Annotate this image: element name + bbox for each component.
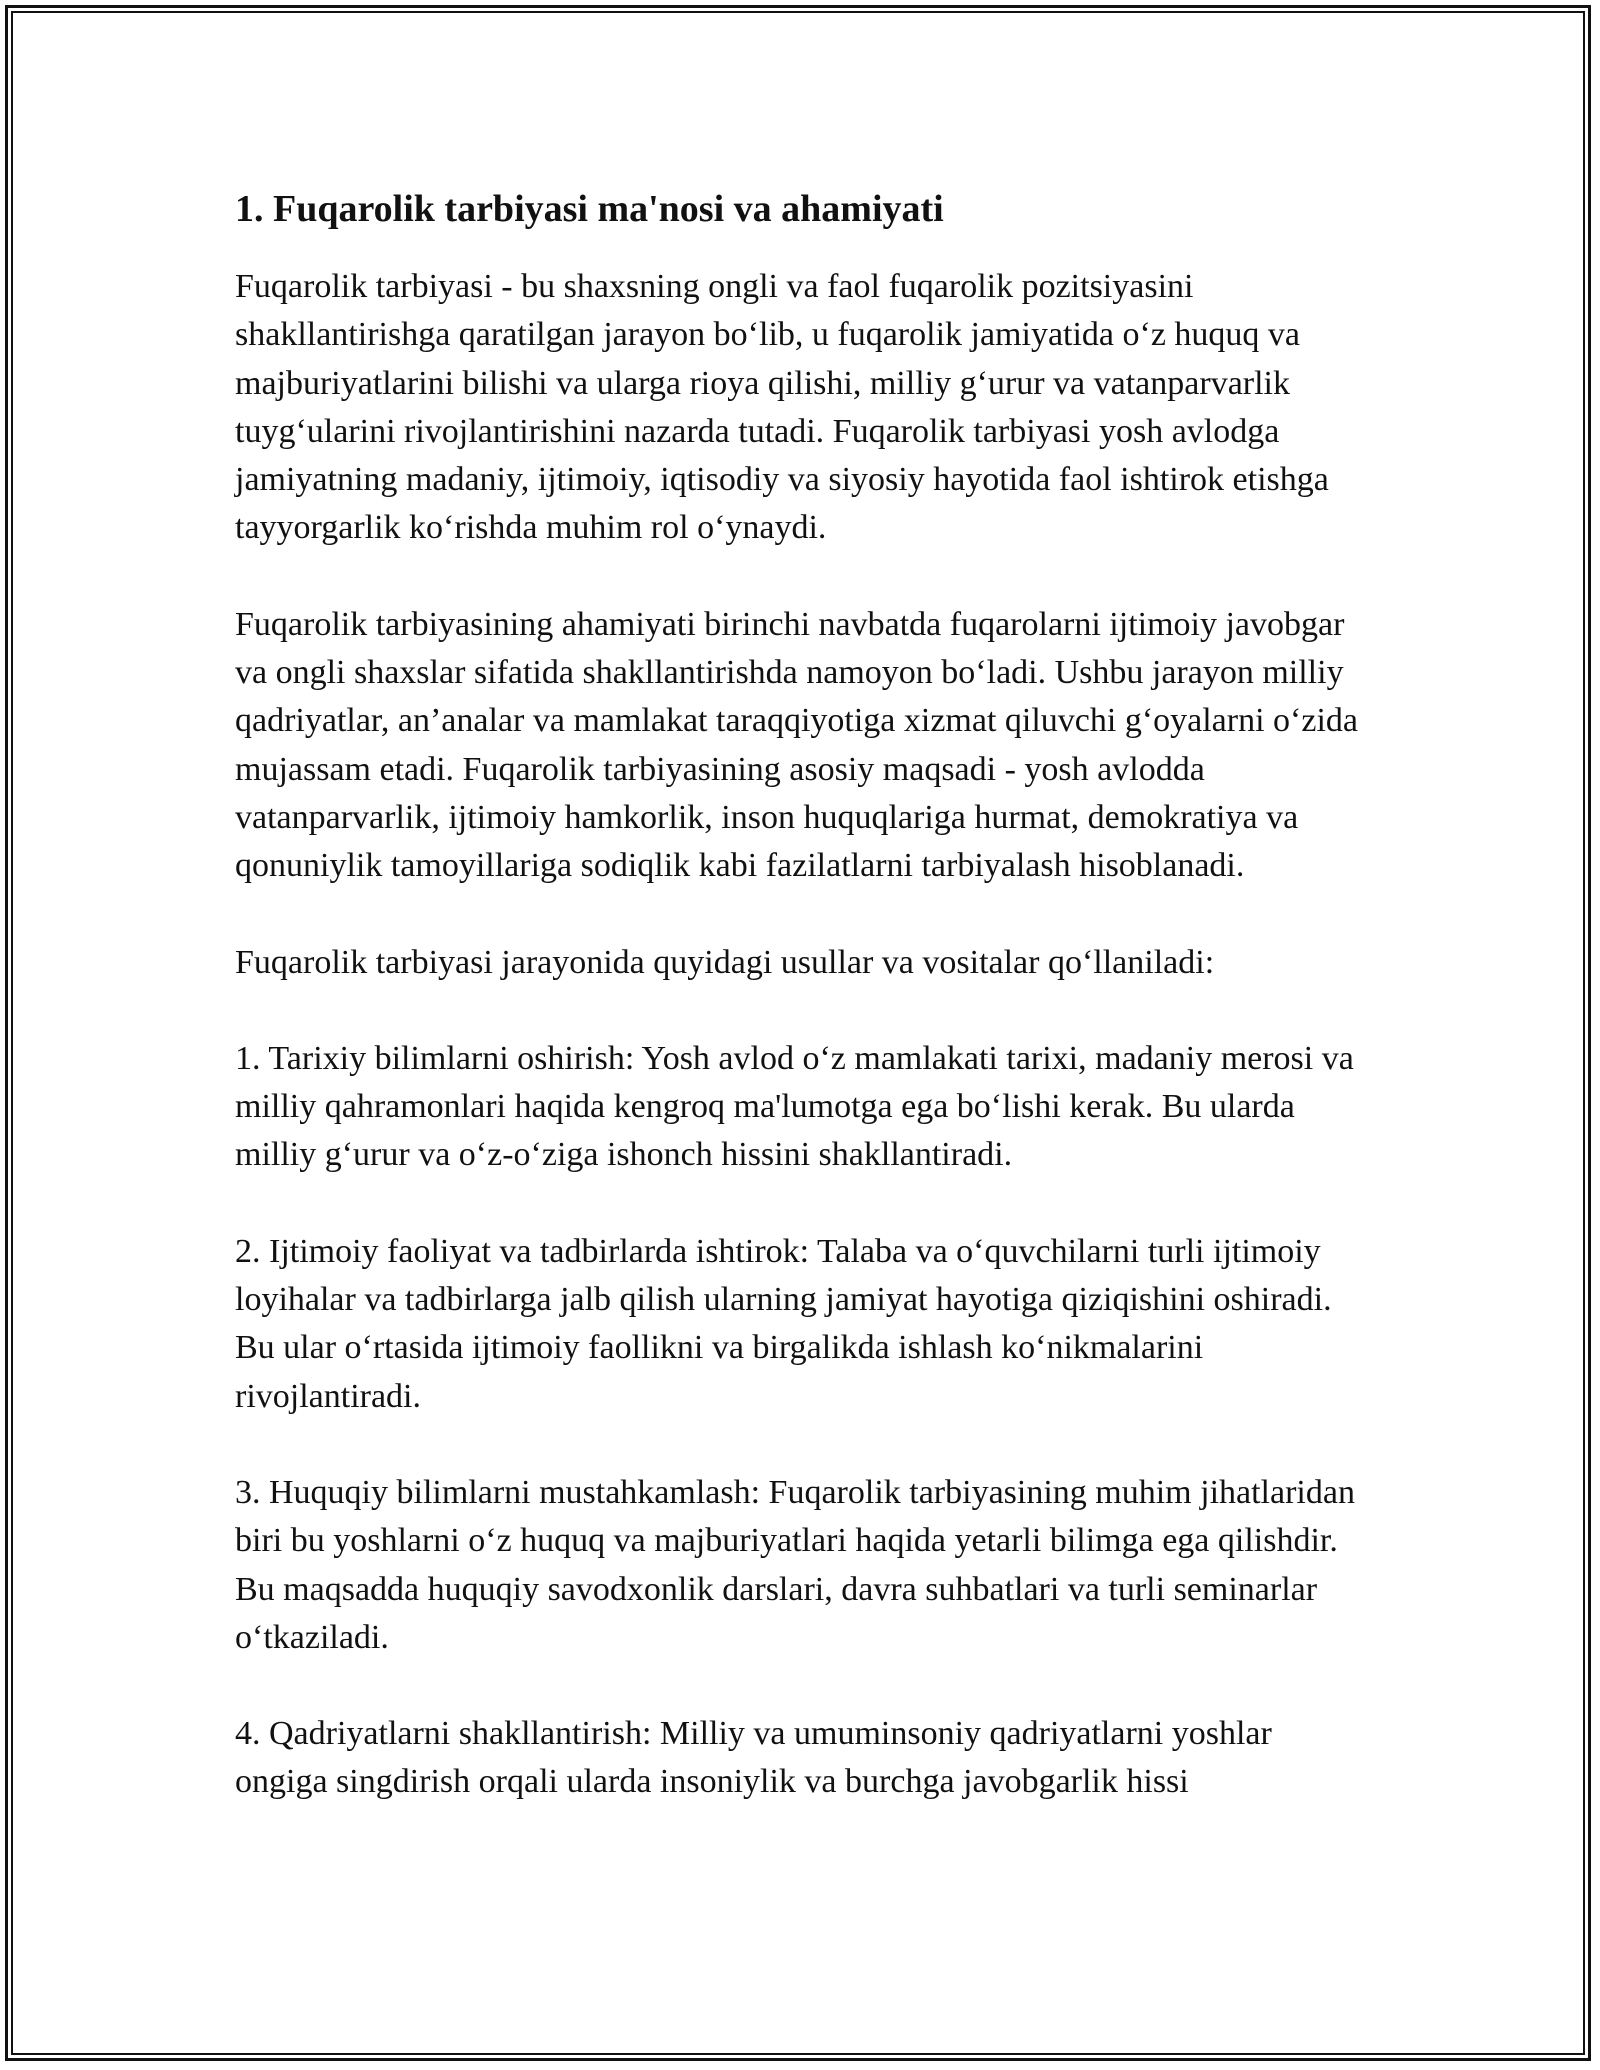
paragraph-importance: Fuqarolik tarbiyasining ahamiyati birinchi navbatda fuqarolarni ijtimoiy javobgar va ongli shaxslar sifatida shakllantirishda namoyon bo‘ladi. Ushbu jarayon milliy qadriyatlar, an’analar va mamlakat taraqqiyotiga xizmat qiluvchi g‘oyalarni o‘zida mujassam etadi. Fuqarolik tarbiyasining asosiy maqsadi - yosh avlodda vatanparvarlik, ijtimoiy hamkorlik, inson huquqlariga hurmat, demokratiya va qonuniylik tamoyillariga sodiqlik kabi fazilatlarni tarbiyalash hisoblanadi. bbox=[235, 605, 1358, 885]
list-item-historical-knowledge: 1. Tarixiy bilimlarni oshirish: Yosh avlod o‘z mamlakati tarixi, madaniy merosi va milliy qahramonlari haqida kengroq ma'lumotga ega bo‘lishi kerak. Bu ularda milliy g‘urur va o‘z-o‘ziga ishonch hissini shakllantiradi. bbox=[235, 1039, 1354, 1174]
list-item-values: 4. Qadriyatlarni shakllantirish: Milliy va umuminsoniy qadriyatlarni yoshlar ongiga singdirish orqali ularda insoniylik va burchga javobgarlik hissi bbox=[235, 1715, 1272, 1801]
list-item-social-activity: 2. Ijtimoiy faoliyat va tadbirlarda ishtirok: Talaba va o‘quvchilarni turli ijtimoiy loyihalar va tadbirlarga jalb qilish ularning jamiyat hayotiga qiziqishini oshiradi. Bu ular o‘rtasida ijtimoiy faollikni va birgalikda ishlash ko‘nikmalarini rivojlantiradi. bbox=[235, 1232, 1332, 1415]
paragraph-definition: Fuqarolik tarbiyasi - bu shaxsning ongli va faol fuqarolik pozitsiyasini shakllantirishga qaratilgan jarayon bo‘lib, u fuqarolik jamiyatida o‘z huquq va majburiyatlarini bilishi va ularga rioya qilishi, milliy g‘urur va vatanparvarlik tuyg‘ularini rivojlantirishini nazarda tutadi. Fuqarolik tarbiyasi yosh avlodga jamiyatning madaniy, ijtimoiy, iqtisodiy va siyosiy hayotida faol ishtirok etishga tayyorgarlik ko‘rishda muhim rol o‘ynaydi. bbox=[235, 268, 1329, 547]
document-body bbox=[235, 185, 1365, 1855]
list-item-legal-knowledge: 3. Huquqiy bilimlarni mustahkamlash: Fuqarolik tarbiyasining muhim jihatlaridan biri bu yoshlarni o‘z huquq va majburiyatlari haqida yetarli bilimga ega qilishdir. Bu maqsadda huquqiy savodxonlik darslari, davra suhbatlari va turli seminarlar o‘tkaziladi. bbox=[235, 1473, 1355, 1656]
section-heading: 1. Fuqarolik tarbiyasi ma'nosi va ahamiyati bbox=[235, 188, 944, 230]
paragraph-methods-intro: Fuqarolik tarbiyasi jarayonida quyidagi usullar va vositalar qo‘llaniladi: bbox=[235, 943, 1215, 981]
